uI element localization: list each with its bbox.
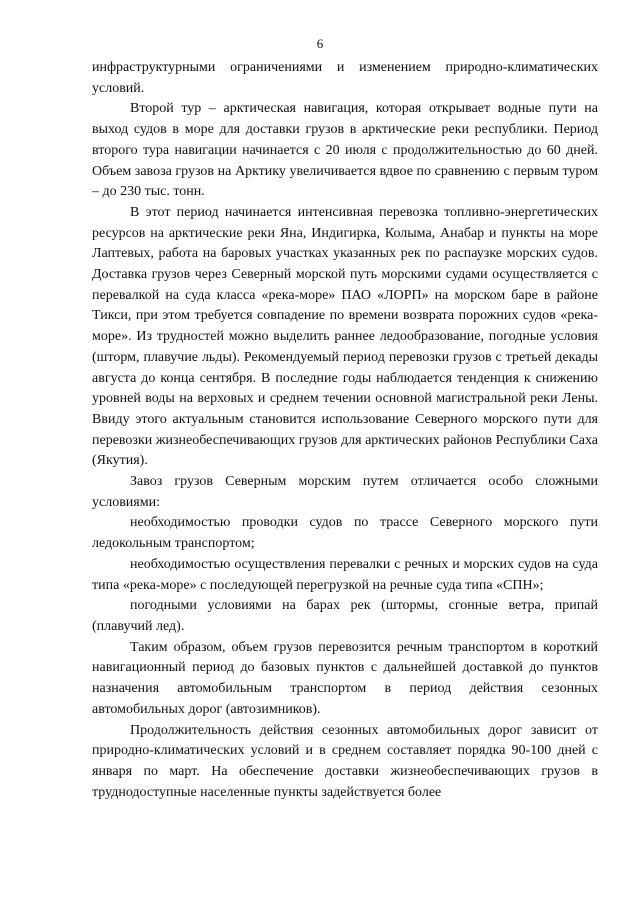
paragraph-fuel-transport: В этот период начинается интенсивная перевозка топливно-энергетических ресурсов на арктические реки Яна, Индигирка, Колыма, Анабар и пункты на море Лаптевых, работа на баровых участках указанных рек по распаузке морских судов. Доставка грузов через Северный морской путь морскими судами осуществляется с перевалкой на суда класса «река-море» ПАО «ЛОРП» на морском баре в районе Тикси, при этом требуется совпадение по времени возврата порожних судов «река-море». Из трудностей можно выделить раннее ледообразование, погодные условия (шторм, плавучие льды). Рекомендуемый период перевозки грузов с третьей декады августа до конца сентября. В последние годы наблюдается тенденция к снижению уровней воды на верховых и среднем течении основной магистральной реки Лены. Ввиду этого актуальным становится использование Северного морского пути для перевозки жизнеобеспечивающих грузов для арктических районов Республики Саха (Якутия). [92, 204, 598, 469]
paragraph-conclusion: Таким образом, объем грузов перевозится речным транспортом в короткий навигационный период до базовых пунктов с дальнейшей доставкой до пунктов назначения автомобильным транспортом в период действия сезонных автомобильных дорог (автозимников). [92, 639, 598, 717]
paragraph-winter-roads: Продолжительность действия сезонных автомобильных дорог зависит от природно-климатических условий и в среднем составляет порядка 90-100 дней с января по март. На обеспечение доставки жизнеобеспечивающих грузов в труднодоступные населенные пункты задействуется более [92, 722, 598, 800]
document-body [92, 58, 598, 803]
list-item-icebreaker: необходимостью проводки судов по трассе Северного морского пути ледокольным транспортом; [92, 515, 598, 552]
paragraph-continuation: инфраструктурными ограничениями и изменением природно-климатических условий. [92, 60, 598, 96]
paragraph-nsr-conditions: Завоз грузов Северным морским путем отличается особо сложными условиями: [92, 474, 598, 510]
page-number: 6 [316, 36, 324, 51]
list-item-weather: погодными условиями на барах рек (штормы, сгонные ветра, припай (плавучий лед). [92, 598, 598, 634]
paragraph-second-tour: Второй тур – арктическая навигация, которая открывает водные пути на выход судов в море для доставки грузов в арктические реки республики. Период второго тура навигации начинается с 20 июля с продолжительностью до 60 дней. Объем завоза грузов на Арктику увеличивается вдвое по сравнению с первым туром – до 230 тыс. тонн. [92, 101, 598, 200]
list-item-transshipment: необходимостью осуществления перевалки с речных и морских судов на суда типа «река-море» с последующей перегрузкой на речные суда типа «СПН»; [92, 556, 598, 593]
